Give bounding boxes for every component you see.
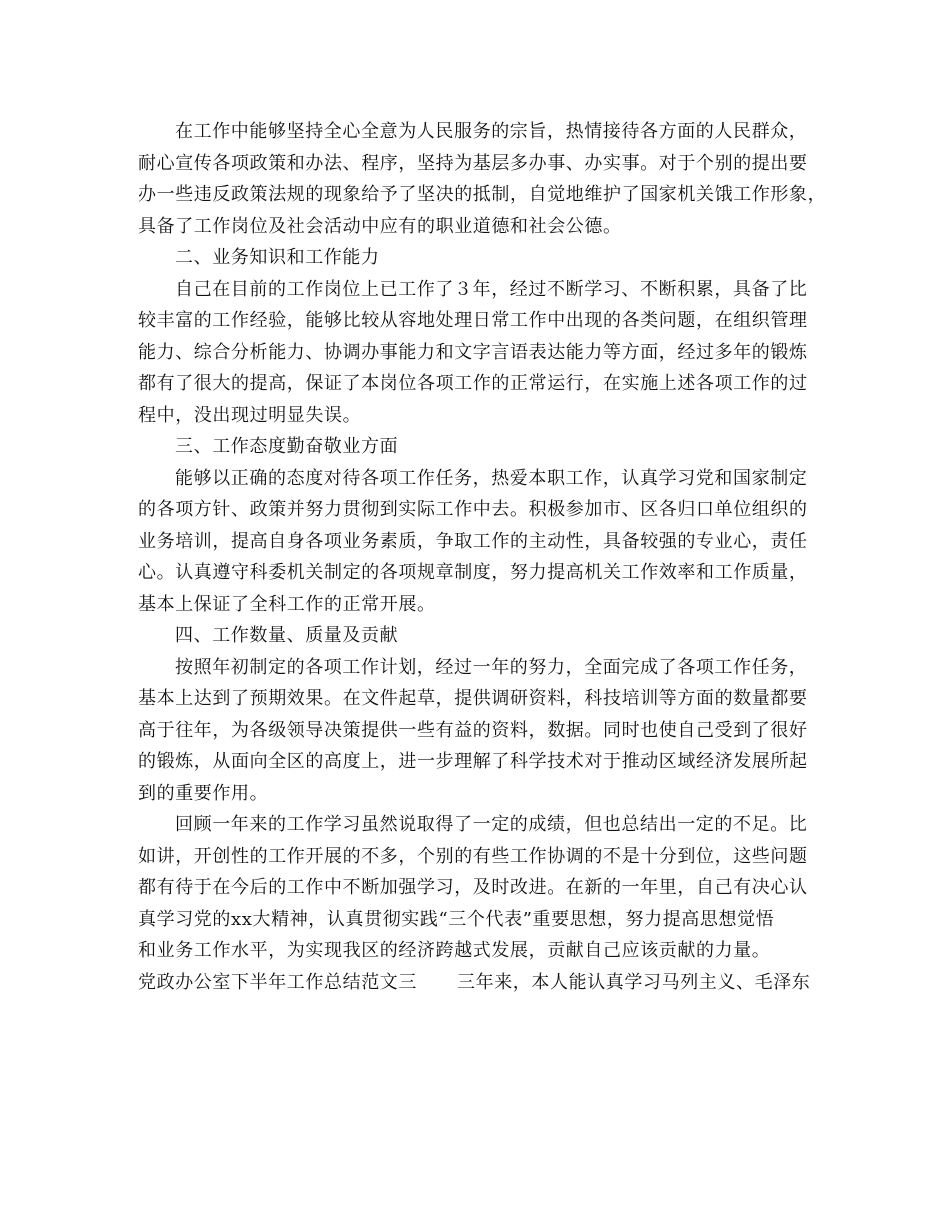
- document-body: [138, 116, 828, 967]
- text-line: 能够以正确的态度对待各项工作任务，热爱本职工作，认真学习党和国家制定: [175, 467, 808, 489]
- text-line: 二、业务知识和工作能力: [175, 247, 380, 268]
- text-line: 自己在目前的工作岗位上已工作了３年，经过不断学习、不断积累，具备了比: [175, 278, 808, 300]
- text-line: 基本上达到了预期效果。在文件起草，提供调研资料，科技培训等方面的数量都要: [138, 688, 808, 709]
- next-article-title: 党政办公室下半年工作总结范文三: [138, 971, 417, 993]
- text-line: 如讲，开创性的工作开展的不多，个别的有些工作协调的不是十分到位，这些问题: [138, 845, 808, 867]
- text-line: 耐心宣传各项政策和办法、程序，坚持为基层多办事、办实事。对于个别的提出要: [138, 152, 808, 174]
- text-line: 办一些违反政策法规的现象给予了坚决的抵制，自觉地维护了国家机关饿工作形象，: [138, 184, 827, 205]
- text-line: 四、工作数量、质量及贡献: [175, 625, 399, 646]
- text-line: 的锻炼，从面向全区的高度上，进一步理解了科学技术对于推动区域经济发展所起: [138, 751, 808, 772]
- text-line: 心。认真遵守科委机关制定的各项规章制度，努力提高机关工作效率和工作质量，: [138, 562, 808, 583]
- text-line: 基本上保证了全科工作的正常开展。: [138, 593, 436, 615]
- text-line: 程中，没出现过明显失误。: [138, 404, 362, 426]
- final-line: [138, 967, 828, 999]
- text-line: 在工作中能够坚持全心全意为人民服务的宗旨，热情接待各方面的人民群众，: [175, 121, 808, 142]
- text-line: 都有了很大的提高，保证了本岗位各项工作的正常运行，在实施上述各项工作的过: [138, 373, 808, 394]
- text-line: 能力、综合分析能力、协调办事能力和文字言语表达能力等方面，经过多年的锻炼: [138, 341, 808, 363]
- text-line: 真学习党的xx大精神，认真贯彻实践“三个代表”重要思想，努力提高思想觉悟: [138, 908, 775, 930]
- next-article-start: 三年来，本人能认真学习马列主义、毛泽东: [457, 971, 811, 993]
- text-line: 的各项方针、政策并努力贯彻到实际工作中去。积极参加市、区各归口单位组织的: [138, 499, 808, 520]
- text-line: 回顾一年来的工作学习虽然说取得了一定的成绩，但也总结出一定的不足。比: [175, 814, 808, 835]
- text-line: 高于往年，为各级领导决策提供一些有益的资料，数据。同时也使自己受到了很好: [138, 719, 808, 741]
- text-line: 较丰富的工作经验，能够比较从容地处理日常工作中出现的各类问题，在组织管理: [138, 310, 808, 331]
- document-page: [138, 116, 828, 998]
- text-line: 和业务工作水平，为实现我区的经济跨越式发展，贡献自己应该贡献的力量。: [138, 940, 771, 961]
- text-line: 业务培训，提高自身各项业务素质，争取工作的主动性，具备较强的专业心，责任: [138, 530, 808, 552]
- text-line: 按照年初制定的各项工作计划，经过一年的努力，全面完成了各项工作任务，: [175, 656, 808, 678]
- text-line: 具备了工作岗位及社会活动中应有的职业道德和社会公德。: [138, 215, 622, 237]
- text-line: 都有待于在今后的工作中不断加强学习，及时改进。在新的一年里，自己有决心认: [138, 877, 808, 898]
- text-line: 到的重要作用。: [138, 782, 269, 804]
- text-line: 三、工作态度勤奋敬业方面: [175, 436, 399, 457]
